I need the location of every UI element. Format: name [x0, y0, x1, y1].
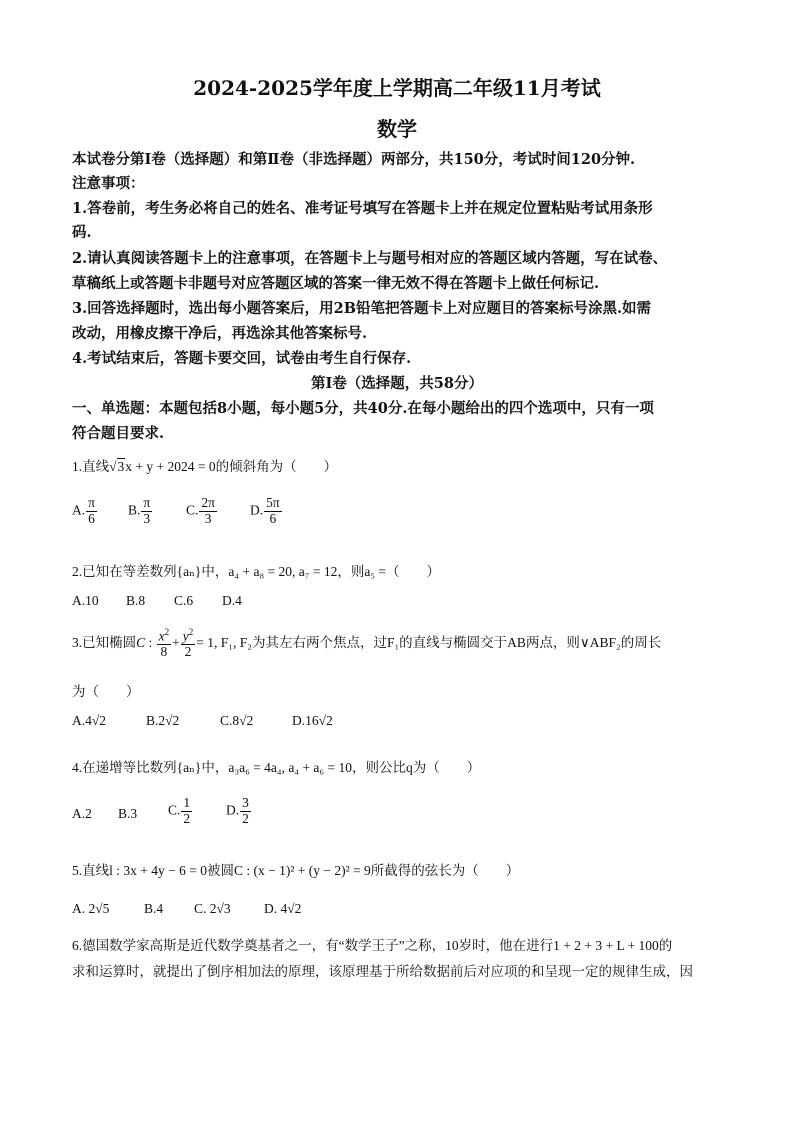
q4-option-a: A.2 — [72, 806, 92, 821]
note-4: 4.考试结束后，答题卡要交回，试卷由考生自行保存. — [72, 350, 412, 367]
question-3: 3.已知椭圆C : $\frac{x^2}{8}$ + $\frac{y^2}{2}$ = 1, F₁, F₂为其左右两个焦点，过F₁的直线与椭圆交于AB两点，则∨ABF₂的周长 — [72, 627, 662, 660]
q2-option-c: C.6 — [174, 593, 194, 608]
q1-prefix: 1.直线 — [72, 459, 110, 474]
note-3b: 改动，用橡皮擦干净后，再选涂其他答案标号. — [72, 325, 368, 342]
q4-option-d: D. $\frac{3}{2}$ — [226, 795, 249, 826]
q3-option-c: C.8√2 — [220, 713, 254, 728]
q1-equation: x + y + 2024 = 0 — [125, 459, 216, 474]
question-2: 2.已知在等差数列{aₙ}中，a₄ + a₈ = 20, a₇ = 12，则a₅ =（ ） — [72, 564, 441, 579]
q1-option-d: D. $\frac{5\pi}{6}$ — [250, 495, 280, 526]
q4-option-b: B.3 — [118, 806, 138, 821]
exam-title: 2024-2025学年度上学期高二年级11月考试 — [193, 76, 601, 100]
q1-option-b: B. $\frac{\pi}{3}$ — [128, 495, 151, 526]
section-desc-a: 一、单选题：本题包括8小题，每小题5分，共40分.在每小题给出的四个选项中，只有一项 — [72, 400, 654, 417]
section-desc-b: 符合题目要求. — [72, 425, 165, 442]
question-4: 4.在递增等比数列{aₙ}中，a₃a₆ = 4a₄, a₄ + a₆ = 10，则公比q为（ ） — [72, 760, 481, 775]
question-5: 5.直线l : 3x + 4y − 6 = 0被圆C : (x − 1)² + (y − 2)² = 9所截得的弦长为（ ） — [72, 863, 520, 878]
note-1b: 码. — [72, 224, 92, 241]
question-3-cont: 为（ ） — [72, 684, 140, 699]
subject-title: 数学 — [377, 117, 417, 141]
q1-suffix: 的倾斜角为（ ） — [215, 459, 338, 474]
q3-option-a: A.4√2 — [72, 713, 107, 728]
section-title: 第Ⅰ卷（选择题，共58分） — [311, 375, 483, 392]
question-6-line2: 求和运算时，就提出了倒序相加法的原理，该原理基于所给数据前后对应项的和呈现一定的规律生成，因 — [72, 964, 693, 979]
question-1: 1.直线√3x + y + 2024 = 0的倾斜角为（ ） — [72, 459, 338, 474]
q1-option-a: A. $\frac{\pi}{6}$ — [72, 495, 95, 526]
note-2b: 草稿纸上或答题卡非题号对应答题区域的答案一律无效不得在答题卡上做任何标记. — [72, 275, 600, 292]
q2-option-b: B.8 — [126, 593, 146, 608]
q4-option-c: C. $\frac{1}{2}$ — [168, 795, 191, 826]
q1-option-c: C. $\frac{2\pi}{3}$ — [186, 495, 215, 526]
q5-option-b: B.4 — [144, 901, 164, 916]
q3-option-d: D.16√2 — [292, 713, 333, 728]
note-1a: 1.答卷前，考生务必将自己的姓名、准考证号填写在答题卡上并在规定位置粘贴考试用条形 — [72, 200, 653, 217]
q5-option-c: C. 2√3 — [194, 901, 231, 916]
q2-option-a: A.10 — [72, 593, 99, 608]
q5-option-d: D. 4√2 — [264, 901, 302, 916]
q5-option-a: A. 2√5 — [72, 901, 110, 916]
sqrt-3: 3 — [117, 459, 125, 474]
intro-line: 本试卷分第Ⅰ卷（选择题）和第Ⅱ卷（非选择题）两部分，共150分，考试时间120分钟. — [72, 151, 636, 168]
question-6-line1: 6.德国数学家高斯是近代数学奠基者之一，有“数学王子”之称，10岁时，他在进行1 + 2 + 3 + L + 100的 — [72, 938, 673, 953]
q3-option-b: B.2√2 — [146, 713, 180, 728]
notes-title: 注意事项： — [72, 175, 145, 192]
note-3a: 3.回答选择题时，选出每小题答案后，用2B铅笔把答题卡上对应题目的答案标号涂黑.如需 — [72, 300, 652, 317]
note-2a: 2.请认真阅读答题卡上的注意事项，在答题卡上与题号相对应的答题区域内答题，写在试卷、 — [72, 250, 668, 267]
q2-option-d: D.4 — [222, 593, 242, 608]
